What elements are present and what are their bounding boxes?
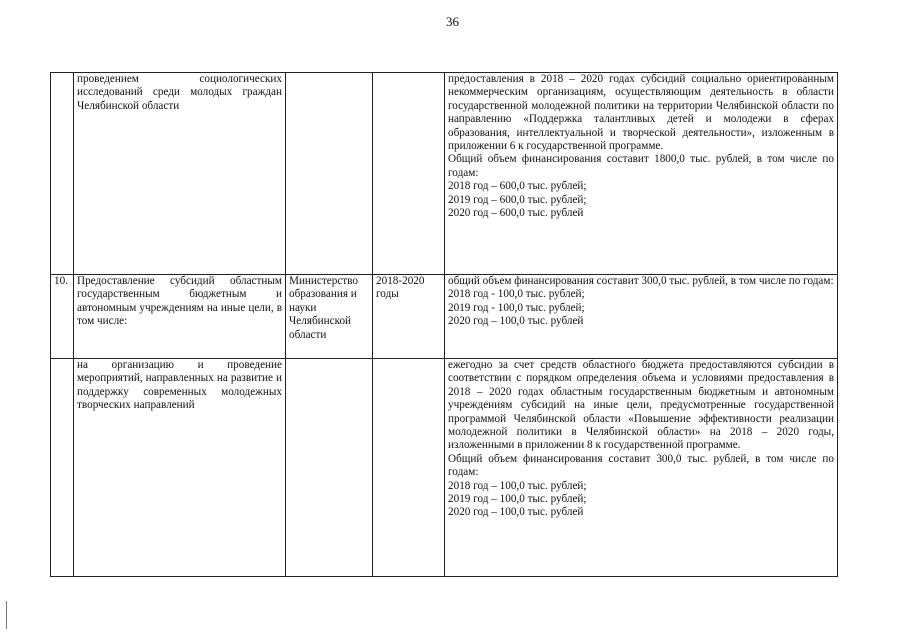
description-year-line: 2019 год – 100,0 тыс. рублей; (448, 493, 587, 506)
description-cell (445, 275, 838, 359)
activity-name-cell (74, 359, 286, 577)
term-cell (373, 73, 445, 275)
description-year-line: 2020 год – 100,0 тыс. рублей (448, 315, 584, 328)
description-paragraph: предоставления в 2018 – 2020 годах субсидий социально ориентированным некоммерческим организациям, осуществляющим деятельность в области государственной молодежной политики на территории Челябинской области по направлению «Поддержка талантливых детей и молодежи в сферах образования, интеллектуальной и творческой деятельности», изложенным в приложении 6 к государственной программе. (448, 73, 834, 153)
description-year-line: 2020 год – 600,0 тыс. рублей (448, 207, 584, 220)
activity-name-cell (74, 73, 286, 275)
table-row (51, 73, 838, 275)
description-cell (445, 359, 838, 577)
row-number-cell (51, 359, 74, 577)
executor-cell: Министерство образования и науки Челябинской области (286, 275, 373, 359)
scan-edge-mark (6, 601, 7, 629)
row-number-cell (51, 73, 74, 275)
description-paragraph: ежегодно за счет средств областного бюджета предоставляются субсидии в соответствии с порядком определения объема и условиями предоставления в 2018 – 2020 годах областным государственным бюджетным и автономным учреждениям субсидий на иные цели, предусмотренные государственной программой Челябинской области «Повышение эффективности реализации молодежной политики в Челябинской области» на 2018 – 2020 годы, изложенными в приложении 8 к государственной программе. (448, 359, 834, 452)
description-total: Общий объем финансирования составит 1800,0 тыс. рублей, в том числе по годам: (448, 153, 834, 179)
executor-cell (286, 73, 373, 275)
table-row (51, 359, 838, 577)
table-row (51, 275, 838, 359)
description-cell (445, 73, 838, 275)
activity-name-text: проведением социологических исследований среди молодых граждан Челябинской области (77, 73, 282, 112)
row-number-cell: 10. (51, 275, 74, 359)
description-year-line: 2019 год – 600,0 тыс. рублей; (448, 193, 587, 206)
description-year-line: 2018 год – 100,0 тыс. рублей; (448, 479, 587, 492)
term-cell: 2018-2020 годы (373, 275, 445, 359)
activity-name-text: Предоставление субсидий областным государственным бюджетным и автономным учреждениям на иные цели, в том числе: (77, 275, 282, 328)
activity-name-cell (74, 275, 286, 359)
program-activities-table (50, 72, 838, 577)
activity-name-text: на организацию и проведение мероприятий, направленных на развитие и поддержку современных молодежных творческих направлений (77, 359, 282, 412)
description-year-line: 2018 год - 100,0 тыс. рублей; (448, 288, 585, 301)
description-year-line: 2019 год - 100,0 тыс. рублей; (448, 301, 585, 314)
page-number: 36 (446, 14, 459, 29)
description-total: Общий объем финансирования составит 300,0 тыс. рублей, в том числе по годам: (448, 452, 834, 479)
executor-cell (286, 359, 373, 577)
description-total: общий объем финансирования составит 300,0 тыс. рублей, в том числе по годам: (448, 275, 834, 287)
term-cell (373, 359, 445, 577)
description-year-line: 2018 год – 600,0 тыс. рублей; (448, 180, 587, 193)
description-year-line: 2020 год – 100,0 тыс. рублей (448, 506, 584, 519)
